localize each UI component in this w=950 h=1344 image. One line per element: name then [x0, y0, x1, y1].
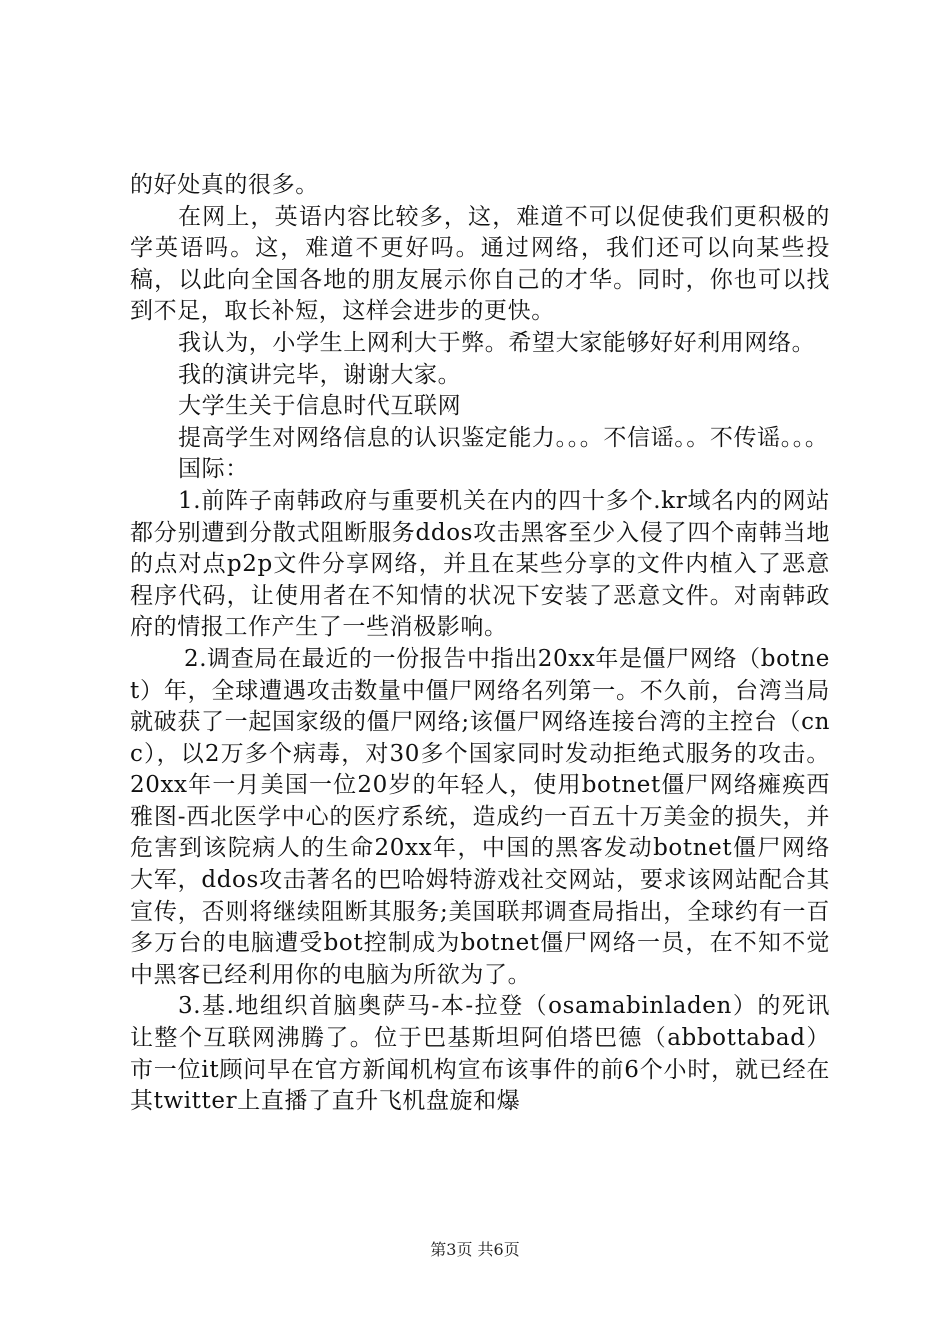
paragraph-rumor: 提高学生对网络信息的认识鉴定能力。。。不信谣。。不传谣。。。 [178, 424, 829, 451]
document-body [130, 170, 830, 1118]
page-footer: 第3页 共6页 [430, 1240, 520, 1259]
paragraph-closing: 我的演讲完毕，谢谢大家。 [178, 361, 462, 388]
paragraph-continuation: 的好处真的很多。 [130, 172, 319, 198]
list-item-1: 1.前阵子南韩政府与重要机关在内的四十多个.kr域名内的网站都分别遭到分散式阻断服务ddos攻击黑客至少入侵了四个南韩当地的点对点p2p文件分享网络，并且在某些分享的文件内植入了恶意程序代码，让使用者在不知情的状况下安装了恶意文件。对南韩政府的情报工作产生了一些消极影响。 [130, 487, 830, 641]
paragraph-english-online: 在网上，英语内容比较多，这，难道不可以促使我们更积极的学英语吗。这，难道不更好吗。通过网络，我们还可以向某些投稿，以此向全国各地的朋友展示你自己的才华。同时，你也可以找到不足，取长补短，这样会进步的更快。 [130, 203, 830, 325]
list-item-3: 3.基.地组织首脑奥萨马-本-拉登（osamabinladen）的死讯让整个互联网沸腾了。位于巴基斯坦阿伯塔巴德（abbottabad）市一位it顾问早在官方新闻机构宣布该事件的前6个小时，就已经在其twitter上直播了直升飞机盘旋和爆 [130, 993, 830, 1115]
paragraph-international-label: 国际： [178, 456, 249, 483]
list-item-2: 2.调查局在最近的一份报告中指出20xx年是僵尸网络（botnet）年，全球遭遇攻击数量中僵尸网络名列第一。不久前，台湾当局就破获了一起国家级的僵尸网络;该僵尸网络连接台湾的主控台（cnc），以2万多个病毒，对30多个国家同时发动拒绝式服务的攻击。20xx年一月美国一位20岁的年轻人，使用botnet僵尸网络瘫痪西雅图-西北医学中心的医疗系统，造成约一百五十万美金的损失，并危害到该院病人的生命20xx年，中国的黑客发动botnet僵尸网络大军，ddos攻击著名的巴哈姆特游戏社交网站，要求该网站配合其宣传，否则将继续阻断其服务;美国联邦调查局指出，全球约有一百多万台的电脑遭受bot控制成为botnet僵尸网络一员，在不知不觉中黑客已经利用你的电脑为所欲为了。 [130, 645, 830, 988]
paragraph-opinion: 我认为，小学生上网利大于弊。希望大家能够好好利用网络。 [178, 329, 816, 356]
section-heading: 大学生关于信息时代互联网 [178, 393, 462, 420]
